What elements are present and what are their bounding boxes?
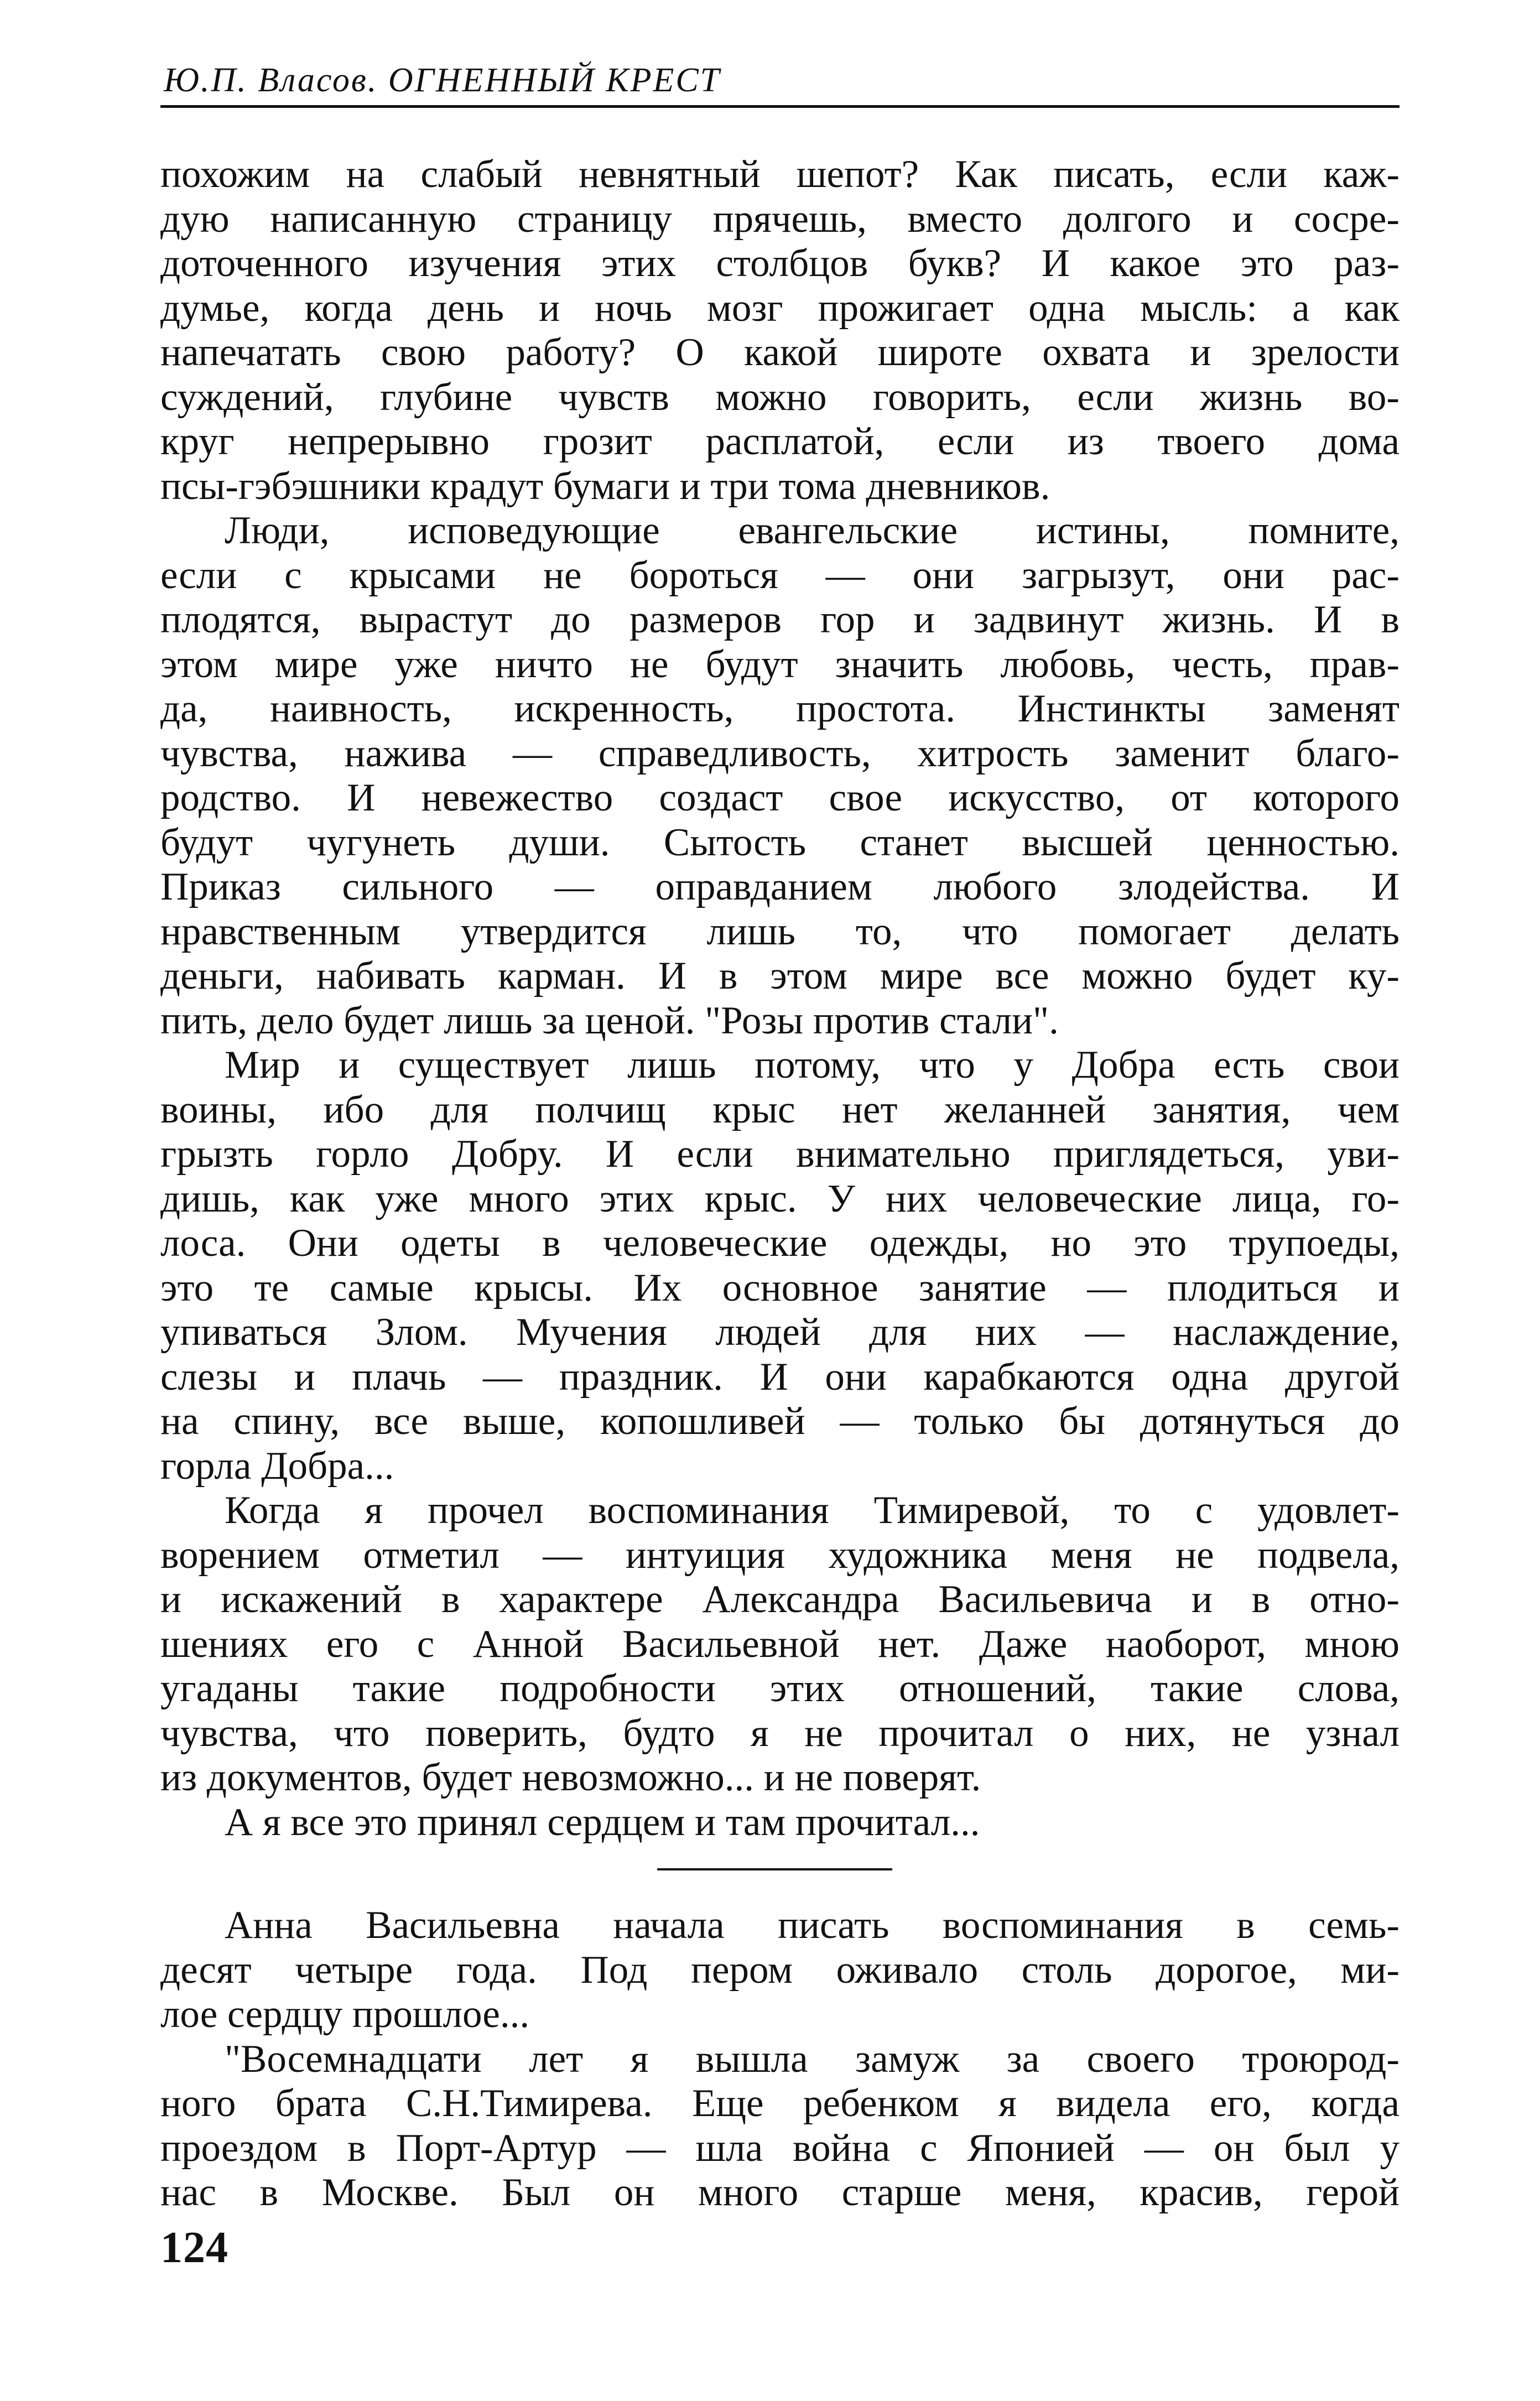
text-line: доточенного изучения этих столбцов букв? И какое это раз- [160,242,1399,285]
text-line: проездом в Порт-Артур — шла война с Японией — он был у [160,2126,1399,2170]
text-line: деньги, набивать карман. И в этом мире все можно будет ку- [160,954,1399,997]
text-line: шениях его с Анной Васильевной нет. Даже наоборот, мною [160,1622,1399,1666]
text-line: чувства, нажива — справедливость, хитрость заменит благо- [160,731,1399,775]
text-line: грызть горло Добру. И если внимательно приглядеться, уви- [160,1132,1399,1176]
text-line: А я все это принял сердцем и там прочитал... [225,1800,980,1844]
text-line: Мир и существует лишь потому, что у Добра есть свои [225,1043,1399,1087]
page-number: 124 [160,2223,228,2272]
text-line: это те самые крысы. Их основное занятие — плодиться и [160,1266,1399,1309]
text-line: из документов, будет невозможно... и не поверят. [160,1756,981,1799]
text-line: слезы и плачь — праздник. И они карабкаются одна другой [160,1355,1399,1399]
text-line: ного брата С.Н.Тимирева. Еще ребенком я видела его, когда [160,2082,1399,2125]
text-line: воины, ибо для полчищ крыс нет желанней занятия, чем [160,1088,1399,1131]
text-line: угаданы такие подробности этих отношений, такие слова, [160,1667,1399,1710]
text-line: круг непрерывно грозит расплатой, если из твоего дома [160,420,1399,463]
text-line: горла Добра... [160,1444,394,1488]
text-line: родство. И невежество создаст свое искусство, от которого [160,776,1399,819]
text-line: Люди, исповедующие евангельские истины, помните, [225,509,1399,552]
text-line: этом мире уже ничто не будут значить любовь, честь, прав- [160,642,1399,686]
text-line: упиваться Злом. Мучения людей для них — наслаждение, [160,1311,1399,1354]
text-line: десят четыре года. Под пером оживало столь дорогое, ми- [160,1948,1399,1992]
text-line: дишь, как уже много этих крыс. У них человеческие лица, го- [160,1177,1399,1220]
text-line: ворением отметил — интуиция художника меня не подвела, [160,1533,1399,1577]
section-divider [657,1868,892,1870]
text-line: Анна Васильевна начала писать воспоминания в семь- [225,1904,1399,1947]
text-line: пить, дело будет лишь за ценой. "Розы против стали". [160,999,1059,1042]
text-line: на спину, все выше, копошливей — только бы дотянуться до [160,1400,1399,1443]
text-line: будут чугунеть души. Сытость станет высшей ценностью. [160,820,1399,864]
text-line: Когда я прочел воспоминания Тимиревой, то с удовлет- [225,1489,1399,1532]
text-line: нравственным утвердится лишь то, что помогает делать [160,910,1399,953]
text-line: и искажений в характере Александра Васильевича и в отно- [160,1578,1399,1621]
text-line: "Восемнадцати лет я вышла замуж за своего троюрод- [225,2037,1399,2081]
text-line: нас в Москве. Был он много старше меня, красив, герой [160,2171,1399,2214]
text-line: чувства, что поверить, будто я не прочитал о них, не узнал [160,1711,1399,1755]
text-line: похожим на слабый невнятный шепот? Как писать, если каж- [160,153,1399,196]
running-title: Ю.П. Власов. ОГНЕННЫЙ КРЕСТ [164,61,721,99]
text-line: плодятся, вырастут до размеров гор и задвинут жизнь. И в [160,598,1399,641]
text-line: лое сердцу прошлое... [160,1993,530,2036]
running-header [160,55,1399,108]
text-line: да, наивность, искренность, простота. Инстинкты заменят [160,687,1399,730]
text-line: напечатать свою работу? О какой широте охвата и зрелости [160,331,1399,374]
body-text-section-1 [160,152,1399,1844]
text-line: если с крысами не бороться — они загрызут, они рас- [160,553,1399,597]
text-line: суждений, глубине чувств можно говорить, если жизнь во- [160,375,1399,419]
text-line: дую написанную страницу прячешь, вместо долгого и сосре- [160,197,1399,241]
text-line: Приказ сильного — оправданием любого злодейства. И [160,865,1399,908]
text-line: псы-гэбэшники крадут бумаги и три тома дневников. [160,464,1050,508]
text-line: думье, когда день и ночь мозг прожигает одна мысль: а как [160,286,1399,330]
text-line: лоса. Они одеты в человеческие одежды, но это трупоеды, [160,1222,1399,1265]
body-text-section-2 [160,1903,1399,2215]
